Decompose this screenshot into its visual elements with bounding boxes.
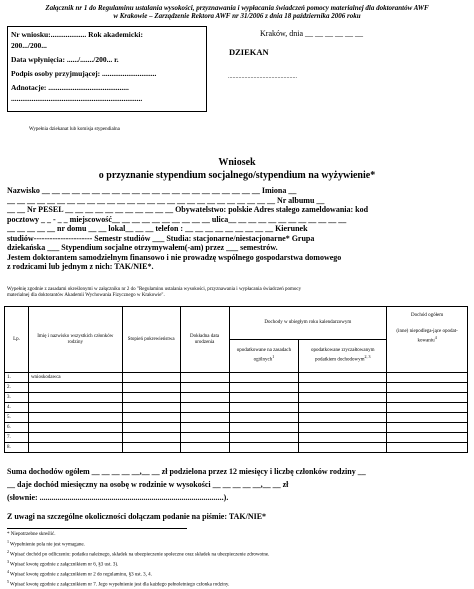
footnote-3-mark: 3 [7, 558, 9, 564]
income-summary-section [7, 465, 469, 504]
untaxed-label [388, 319, 466, 345]
taxed-general-sup: 1 [272, 354, 275, 360]
footnote-4-text: Wpisać kwotę zgodnie z załącznikiem nr 2 do regulaminu, §3 ust. 3, 4. [10, 572, 152, 578]
row-birthdate-cell[interactable] [180, 383, 229, 393]
row-name-cell[interactable] [28, 423, 122, 433]
office-use-box [7, 26, 207, 112]
row-number: 5. [5, 413, 29, 423]
page-title [0, 156, 474, 182]
row-untaxed-cell[interactable] [387, 423, 468, 433]
row-untaxed-cell[interactable] [387, 403, 468, 413]
row-name-cell[interactable] [28, 383, 122, 393]
row-untaxed-cell[interactable] [387, 443, 468, 453]
row-taxed-flat-cell[interactable] [299, 403, 387, 413]
attachment-statement[interactable]: Z uwagi na szczególne okoliczności dołączam podanie na piśmie: TAK/NIE* [7, 512, 267, 521]
col-header-birthdate: Dokładna data urodzenia [180, 307, 229, 373]
footnote-star: * Niepotrzebne skreślić. [7, 532, 56, 537]
row-taxed-general-cell[interactable] [229, 393, 299, 403]
row-relation-cell[interactable] [122, 393, 180, 403]
table-row [5, 393, 468, 403]
total-income-label: Dochód ogółem [411, 313, 444, 318]
row-taxed-flat-cell[interactable] [299, 393, 387, 403]
row-relation-cell[interactable] [122, 403, 180, 413]
untaxed-sup: 4 [434, 335, 437, 340]
row-taxed-general-cell[interactable] [229, 413, 299, 423]
remarks-dots: ...................................................................... [11, 94, 143, 103]
row-taxed-general-cell[interactable] [229, 383, 299, 393]
document-header [10, 4, 464, 20]
row-birthdate-cell[interactable] [180, 413, 229, 423]
col-header-income-last-year: Dochody w ubiegłym roku kalendarzowym [229, 307, 387, 340]
album-line[interactable]: __ __ __ __ __ __ __ __ __ __ __ __ __ __ __ __ __ __ __ __ __ __ __ __ __ __ __ Nr albumu __ [7, 195, 325, 205]
income-in-words-line[interactable]: (słownie: ............................................................................................). [7, 493, 229, 502]
row-relation-cell[interactable] [122, 433, 180, 443]
table-row [5, 373, 468, 383]
untaxed-text: (inne) niepodlega-jące opodat-kowaniu [396, 329, 458, 344]
footnote-1-text: Wypełnienie pola nie jest wymagane. [10, 542, 85, 548]
row-relation-cell[interactable] [122, 373, 180, 383]
table-row [5, 433, 468, 443]
row-number: 4. [5, 403, 29, 413]
personal-data-section [7, 186, 469, 272]
footnote-4-mark: 4 [7, 568, 9, 574]
row-number: 3. [5, 393, 29, 403]
row-taxed-flat-cell[interactable] [299, 413, 387, 423]
table-row [5, 443, 468, 453]
col-header-total-income [387, 307, 468, 373]
row-name-cell[interactable] [28, 393, 122, 403]
studies-line[interactable]: studiów---------------------- Semestr studiów ___ Studia: stacjonarne/niestacjonarne* Grupa [7, 233, 315, 243]
row-name-cell[interactable]: wnioskodawca [28, 373, 122, 383]
row-birthdate-cell[interactable] [180, 433, 229, 443]
row-taxed-general-cell[interactable] [229, 433, 299, 443]
taxed-flat-text: opodatkowane zryczałtowanym podatkiem dochodowym [311, 348, 375, 363]
scholarship-line[interactable]: dziekańska ___ Stypendium socjalne otrzymywałem(-am) przez ___ semestrów. [7, 243, 278, 252]
income-sum-line[interactable]: Suma dochodów ogółem __ __ __ __ __,__ __ zł podzielona przez 12 miesięcy i liczbę członków rodziny __ [7, 467, 366, 476]
col-header-lp: Lp. [5, 307, 29, 373]
row-taxed-flat-cell[interactable] [299, 373, 387, 383]
row-number: 7. [5, 433, 29, 443]
footnotes [7, 528, 467, 589]
row-number: 2. [5, 383, 29, 393]
col-header-taxed-general [229, 340, 299, 373]
office-fill-note: Wypełnia dziekanat lub komisja stypendialna [29, 127, 120, 132]
row-taxed-flat-cell[interactable] [299, 433, 387, 443]
row-name-cell[interactable] [28, 413, 122, 423]
address-line-1[interactable]: pocztowy _ _ - _ _ miejscowość__ __ __ __ __ __ __ __ __ __ ulica__ __ __ __ __ __ __ __ __ __ __ __ [7, 214, 347, 224]
footnote-3-text: Wpisać kwotę zgodnie z załącznikiem nr 6, §3 ust. 3). [10, 562, 119, 568]
row-taxed-flat-cell[interactable] [299, 443, 387, 453]
place-date-field[interactable]: Kraków, dnia __ __ __ __ __ __ [260, 29, 364, 38]
footnote-3 [7, 559, 467, 569]
academic-year-field[interactable]: 200.../200... [11, 41, 47, 50]
row-relation-cell[interactable] [122, 413, 180, 423]
header-line-1: Załącznik nr 1 do Regulaminu ustalania wysokości, przyznawania i wypłacania świadczeń pomocy materialnej dla doktorantów AWF [45, 4, 429, 12]
row-untaxed-cell[interactable] [387, 393, 468, 403]
row-relation-cell[interactable] [122, 443, 180, 453]
row-untaxed-cell[interactable] [387, 383, 468, 393]
col-header-relation: Stopień pokrewieństwa [122, 307, 180, 373]
table-row [5, 423, 468, 433]
footnote-2 [7, 549, 467, 559]
family-income-table [4, 306, 468, 453]
row-untaxed-cell[interactable] [387, 373, 468, 383]
address-line-2[interactable]: __ __ __ __ __ nr domu __ __ lokal__ __ __ telefon : __ __ __ __ __ __ __ __ __ Kierunek [7, 224, 308, 233]
footnote-2-text: Wpisać dochód po odliczeniu: podatku należnego, składek na ubezpieczenie społeczne oraz składek na ubezpieczenie zdrowotne. [10, 552, 270, 558]
row-name-cell[interactable] [28, 433, 122, 443]
footnote-1-mark: 1 [7, 538, 9, 544]
dean-dots: .............................................. [228, 74, 297, 80]
row-taxed-general-cell[interactable] [229, 443, 299, 453]
remarks-field[interactable]: Adnotacje: ........................................... [11, 83, 129, 92]
row-birthdate-cell[interactable] [180, 423, 229, 433]
row-relation-cell[interactable] [122, 383, 180, 393]
taxed-flat-sup: 2, 3 [364, 354, 371, 360]
row-number: 8. [5, 443, 29, 453]
row-taxed-flat-cell[interactable] [299, 383, 387, 393]
row-taxed-flat-cell[interactable] [299, 423, 387, 433]
application-number-field[interactable]: Nr wniosku:................... Rok akademicki: [11, 30, 143, 39]
row-untaxed-cell[interactable] [387, 413, 468, 423]
row-relation-cell[interactable] [122, 423, 180, 433]
independence-line-2[interactable]: z rodzicami lub jednym z nich: TAK/NIE*. [7, 262, 154, 271]
row-untaxed-cell[interactable] [387, 433, 468, 443]
row-taxed-general-cell[interactable] [229, 373, 299, 383]
income-per-person-line[interactable]: __ daje dochód miesięczny na osobę w rodzinie w wysokości __ __ __ __ __,__ __ zł [7, 480, 289, 489]
pesel-line[interactable]: __ __ Nr PESEL __ __ __ __ __ __ __ __ __ __ __ Obywatelstwo: polskie Adres stałego zameldowania: kod [7, 205, 369, 214]
surname-line[interactable]: Nazwisko __ __ __ __ __ __ __ __ __ __ __ __ __ __ __ __ __ __ __ __ __ __ Imiona __ [7, 186, 297, 195]
received-date-field[interactable]: Data wpłynięcia: ....../......./200... r. [11, 55, 119, 64]
taxed-general-text: opodatkowane na zasadach ogólnych [236, 348, 292, 363]
row-birthdate-cell[interactable] [180, 403, 229, 413]
footnote-2-mark: 2 [7, 548, 9, 554]
addressee-dean: DZIEKAN [229, 47, 269, 57]
row-name-cell[interactable] [28, 403, 122, 413]
row-birthdate-cell[interactable] [180, 373, 229, 383]
table-row [5, 383, 468, 393]
row-birthdate-cell[interactable] [180, 393, 229, 403]
footnote-1 [7, 539, 467, 549]
table-row [5, 413, 468, 423]
footnote-5-mark: 5 [7, 579, 9, 585]
header-line-2: w Krakowie – Zarządzenie Rektora AWF nr 31/2006 z dnia 18 października 2006 roku [113, 12, 361, 20]
table-row [5, 403, 468, 413]
row-name-cell[interactable] [28, 443, 122, 453]
footnote-4 [7, 569, 467, 579]
title-line-1: Wniosek [218, 157, 256, 168]
row-birthdate-cell[interactable] [180, 443, 229, 453]
row-number: 1. [5, 373, 29, 383]
receiver-signature-field[interactable]: Podpis osoby przyjmującej: ............................. [11, 69, 157, 78]
independence-line-1: Jestem doktorantem samodzielnym finansowo i nie prowadzę wspólnego gospodarstwa domowego [7, 252, 342, 262]
row-number: 6. [5, 423, 29, 433]
title-line-2: o przyznanie stypendium socjalnego/stypendium na wyżywienie* [98, 170, 376, 181]
footnote-5-text: Wpisać kwotę zgodnie z załącznikiem nr 7. Jego wypełnienie jest dla każdego pełnoletniego członka rodziny. [10, 582, 230, 588]
declaration-note: Wypełnię zgodnie z zasadami określonymi w załączniku nr 2 do "Regulaminu ustalania wysokości, przyznawania i wypłacania świadczeń pomocy materialnej dla doktorantów Akademii Wychowania Fizycznego w Krakowie". [7, 287, 302, 298]
row-taxed-general-cell[interactable] [229, 403, 299, 413]
row-taxed-general-cell[interactable] [229, 423, 299, 433]
col-header-taxed-flat [299, 340, 387, 373]
col-header-name: Imię i nazwisko wszystkich członków rodziny [28, 307, 122, 373]
